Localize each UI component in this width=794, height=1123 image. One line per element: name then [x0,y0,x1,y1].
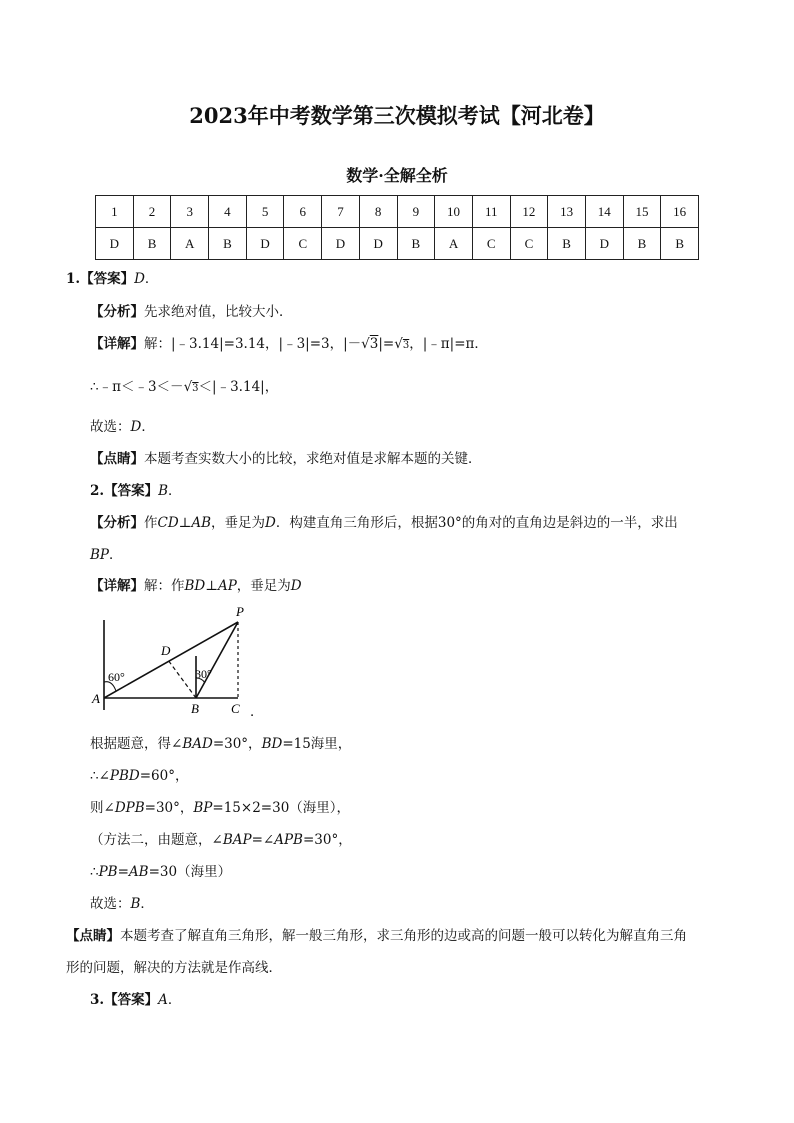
answer-table-answer-cell: A [171,228,209,260]
q1-comment: 本题考查实数大小的比较，求绝对值是求解本题的关键． [144,451,482,467]
answer-table-answer-cell: C [510,228,548,260]
q2-detail-line [90,577,302,595]
q2-l3-post: =15×2=30（海里）， [212,800,351,816]
q3-answer: A [158,992,168,1008]
q1-detail-pre: 解：|﹣3.14|=3.14，|﹣3|=3，|－ [144,336,362,352]
answer-table-number-cell: 10 [435,196,473,228]
q2-choose-label: 故选： [90,896,131,912]
answer-table-answer-cell: D [585,228,623,260]
q2-answer-line [90,482,182,500]
label-angle-30: 30° [195,667,212,681]
q2-analysis-cd: CD⊥AB [157,515,212,531]
q1-analysis: 先求绝对值，比较大小． [144,304,293,320]
q2-analysis-tag: 【分析】 [90,515,144,531]
label-d: D [161,643,171,658]
q2-l1-mid: =30°， [212,736,262,752]
q2-analysis-line-2 [90,546,123,564]
q2-geometry-figure [88,600,268,720]
q2-l5-pre: ∴ [90,864,99,880]
label-c: C [231,701,240,716]
q1-analysis-tag: 【分析】 [90,304,144,320]
answer-table-number-cell: 4 [209,196,247,228]
q2-l5-eq: = [117,864,129,880]
q3-number: 3. [90,992,105,1008]
answer-table-number-cell: 15 [623,196,661,228]
q2-analysis-post: ．构建直角三角形后，根据30°的角对的直角边是斜边的一半，求出 [275,515,678,531]
q3-answer-dot: ． [167,992,182,1008]
q2-l4-pre: （方法二，由题意，∠ [90,832,223,848]
q2-detail-mid: ，垂足为 [236,578,291,594]
answer-table-number-cell: 16 [661,196,699,228]
q2-l4-post: =30°， [302,832,352,848]
answer-table-number-cell: 3 [171,196,209,228]
answer-table-answer-cell: B [661,228,699,260]
q2-step-3 [90,799,350,817]
answer-table-answer-cell: A [435,228,473,260]
answer-table-number-cell: 11 [472,196,510,228]
q2-l2-pre: ∴∠ [90,768,110,784]
q2-step-1 [90,735,351,753]
q2-l3-dpb: DPB [114,800,145,816]
q2-l2-post: =60°， [139,768,189,784]
q1-comment-tag: 【点睛】 [90,451,144,467]
q2-l1-post: =15海里， [282,736,352,752]
q2-l4-mid: =∠ [251,832,275,848]
label-angle-60: 60° [108,670,125,684]
q1-choose-value: D [130,419,142,435]
q1-analysis-line [90,303,293,321]
q1-choose-line [90,418,155,436]
q2-analysis-line [90,514,678,532]
answer-table-answer-cell: B [623,228,661,260]
q2-answer-dot: ． [168,483,182,499]
answer-table-answer-cell: D [359,228,397,260]
sqrt-icon: √ [183,379,193,395]
answer-table-number-cell: 2 [133,196,171,228]
answer-table-answer-cell: D [96,228,134,260]
sqrt-icon: √ [394,336,403,352]
answer-table-number-cell: 7 [322,196,360,228]
q2-detail-bd: BD⊥AP [184,578,237,594]
answer-table [95,195,699,260]
answer-table-number-cell: 9 [397,196,435,228]
q1-answer-line [66,270,158,288]
answer-table-answer-cell: D [322,228,360,260]
q2-detail-d: D [290,578,302,594]
answer-table-answer-cell: B [397,228,435,260]
q2-choose-value: B [130,896,141,912]
q1-answer: D [134,271,145,287]
q2-l5-pb: PB [98,864,118,880]
q2-analysis-d: D [265,515,276,531]
label-a: A [92,691,100,706]
answer-table-number-cell: 12 [510,196,548,228]
q1-choose-label: 故选： [90,419,131,435]
q2-analysis-mid: ，垂足为 [211,515,266,531]
q1-order-line [90,378,278,398]
answer-table-answer-cell: B [209,228,247,260]
q1-detail-mid: |= [378,336,395,352]
q2-analysis-dot: ． [109,547,123,563]
q2-comment-tag: 【点睛】 [66,928,120,944]
q3-answer-line [90,991,181,1009]
q2-number: 2. [90,483,105,499]
q2-choose-line [90,895,154,913]
answer-table-answer-cell: B [133,228,171,260]
q2-step-2 [90,767,188,785]
q1-answer-tag: 【答案】 [80,271,135,287]
q1-sqrt-radicand-c: 3 [192,383,199,394]
q2-l4-apb: APB [274,832,303,848]
q2-l1-pre: 根据题意，得∠ [90,736,183,752]
q2-detail-tag: 【详解】 [90,578,144,594]
q2-step-4 [90,831,352,849]
q2-l5-post: =30（海里） [148,864,232,880]
q1-answer-dot: ． [144,271,159,287]
answer-table-number-cell: 1 [96,196,134,228]
answer-table-number-cell: 13 [548,196,586,228]
answer-table-answer-row [96,228,699,260]
q2-l1-bd: BD [261,736,283,752]
q2-l4-bap: BAP [222,832,252,848]
q1-detail-tag: 【详解】 [90,336,144,352]
answer-table-answer-cell: C [472,228,510,260]
q1-sqrt-radicand: 3 [369,336,379,352]
answer-table-number-cell: 8 [359,196,397,228]
q2-comment-line-2: 形的问题，解决的方法就是作高线． [66,960,282,976]
answer-table-answer-cell: D [246,228,284,260]
sqrt-icon: √ [361,336,370,352]
q2-analysis-bp: BP [90,547,110,563]
label-b: B [191,701,199,716]
q3-answer-tag: 【答案】 [104,992,159,1008]
q1-order-post: ＜|﹣3.14|， [198,379,279,395]
q2-choose-dot: ． [140,896,154,912]
page-subtitle: 数学·全解全析 [346,166,448,185]
page-title: 2023年中考数学第三次模拟考试【河北卷】 [189,103,605,128]
q1-order-pre: ∴﹣π＜﹣3＜－ [90,379,184,395]
q1-number: 1. [66,271,81,287]
label-p: P [236,604,244,619]
q2-l3-pre: 则∠ [90,800,115,816]
q2-analysis-pre: 作 [144,515,158,531]
q2-step-5 [90,863,231,881]
q2-figure-dot: ． [250,704,264,720]
answer-table-number-cell: 5 [246,196,284,228]
q2-comment-line [66,927,687,945]
answer-table-answer-cell: C [284,228,322,260]
q1-detail-post: ，|﹣π|=π． [409,336,488,352]
q1-detail-line [90,335,488,355]
q2-answer-tag: 【答案】 [104,483,159,499]
q1-sqrt-radicand-b: 3 [402,340,410,351]
q2-answer: B [158,483,169,499]
q2-comment-1: 本题考查了解直角三角形，解一般三角形，求三角形的边或高的问题一般可以转化为解直角三角 [120,928,687,944]
q2-l3-mid: =30°， [144,800,194,816]
answer-table-number-cell: 14 [585,196,623,228]
q1-choose-dot: ． [141,419,155,435]
answer-table-answer-cell: B [548,228,586,260]
q2-l2-pbd: PBD [109,768,140,784]
q2-l5-ab: AB [128,864,149,880]
answer-table-number-cell: 6 [284,196,322,228]
q2-detail-pre: 解：作 [144,578,185,594]
answer-table-number-row [96,196,699,228]
q2-l3-bp: BP [193,800,213,816]
q2-l1-bad: BAD [182,736,213,752]
q1-comment-line [90,450,482,468]
line-bd-dashed [168,660,196,698]
